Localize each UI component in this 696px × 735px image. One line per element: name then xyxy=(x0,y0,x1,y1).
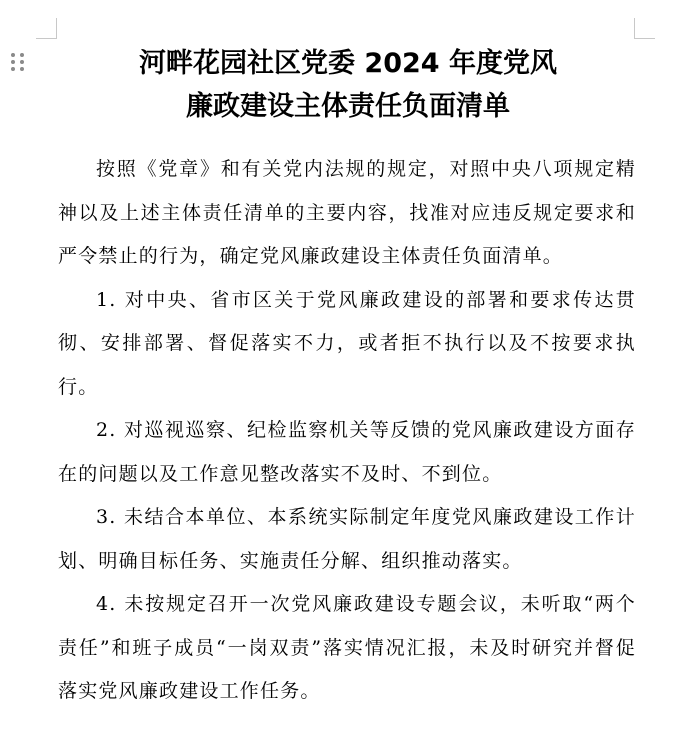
document-body xyxy=(58,148,636,714)
list-item-4: 4. 未按规定召开一次党风廉政建设专题会议，未听取“两个责任”和班子成员“一岗双责”落实情况汇报，未及时研究并督促落实党风廉政建设工作任务。 xyxy=(58,593,636,702)
list-item-3: 3. 未结合本单位、本系统实际制定年度党风廉政建设工作计划、明确目标任务、实施责任分解、组织推动落实。 xyxy=(58,506,636,572)
drag-handle-icon[interactable] xyxy=(11,53,25,73)
document-title-line-1: 河畔花园社区党委 2024 年度党风 xyxy=(139,48,557,79)
crop-mark-top-right xyxy=(634,18,655,39)
document-title-line-2: 廉政建设主体责任负面清单 xyxy=(186,91,510,122)
intro-paragraph: 按照《党章》和有关党内法规的规定，对照中央八项规定精神以及上述主体责任清单的主要内容，找准对应违反规定要求和严令禁止的行为，确定党风廉政建设主体责任负面清单。 xyxy=(58,158,636,267)
list-item-2: 2. 对巡视巡察、纪检监察机关等反馈的党风廉政建设方面存在的问题以及工作意见整改落实不及时、不到位。 xyxy=(58,419,636,485)
list-item-1: 1. 对中央、省市区关于党风廉政建设的部署和要求传达贯彻、安排部署、督促落实不力，或者拒不执行以及不按要求执行。 xyxy=(58,288,636,398)
crop-mark-top-left xyxy=(36,18,57,39)
